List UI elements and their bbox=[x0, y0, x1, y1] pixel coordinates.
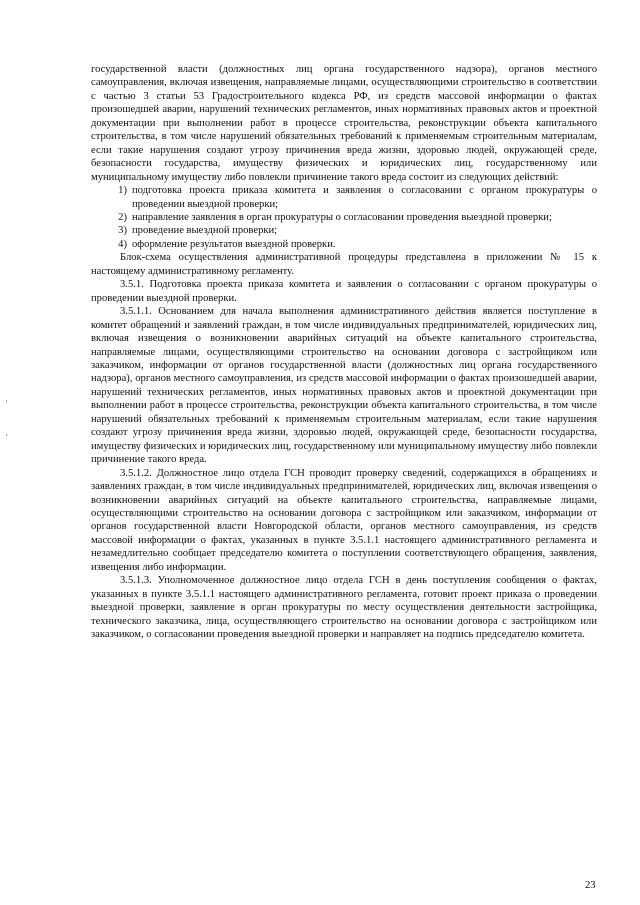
scan-mark bbox=[6, 400, 7, 402]
paragraph-block-scheme: Блок-схема осуществления административной процедуры представлена в приложении № 15 к настоящему административному регламенту. bbox=[91, 252, 597, 277]
paragraph-3-5-1: 3.5.1. Подготовка проекта приказа комитета и заявления о согласовании с органом прокуратуры о проведении выездной проверки. bbox=[91, 279, 597, 304]
paragraph-3-5-1-3: 3.5.1.3. Уполномоченное должностное лицо отдела ГСН в день поступления сообщения о фактах, указанных в пункте 3.5.1.1 настоящего административного регламента, готовит проект приказа о проведении выездной проверки, заявление в орган прокуратуры по месту осуществления деятельности застройщика, технического заказчика, лица, осуществляющего строительство на основании договора с застройщиком или заказчиком, о согласовании проведения выездной проверки и направляет на подпись председателю комитета. bbox=[91, 575, 597, 641]
list-item bbox=[103, 184, 597, 211]
list-item bbox=[103, 211, 597, 224]
list-number: 4) bbox=[118, 238, 127, 250]
document-body bbox=[91, 63, 597, 641]
list-item bbox=[103, 238, 597, 251]
list-item bbox=[103, 224, 597, 237]
paragraph-3-5-1-1: 3.5.1.1. Основанием для начала выполнения административного действия является поступление в комитет обращений и заявлений граждан, в том числе индивидуальных предпринимателей, юридических лиц, включая извещения о возникновении аварийных ситуаций на объекте капитального строительства, направляемые лицами, осуществляющими строительство на основании договора с застройщиком или заказчиком, информации от органов государственной власти (должностных лиц органа государственного надзора), органов местного самоуправления, из средств массовой информации о фактах произошедшей аварии, нарушений технических регламентов, иных нормативных правовых актов и проектной документации при выполнении работ в процессе строительства, реконструкции объекта капитального строительства, в том числе нарушений обязательных требований к применяемым строительным материалам, если такие нарушения создают угрозу причинения вреда жизни, здоровью людей, окружающей среде, безопасности государства, имуществу физических и юридических лиц, государственному или муниципальному имуществу либо повлекли причинение такого вреда. bbox=[91, 306, 597, 466]
list-number: 1) bbox=[118, 185, 127, 197]
page-number: 23 bbox=[585, 880, 596, 891]
paragraph-intro: государственной власти (должностных лиц органа государственного надзора), органов местного самоуправления, включая извещения, направляемые лицами, осуществляющими строительство в соответствии с частью 3 статьи 53 Градостроительного кодекса РФ, из средств массовой информации о фактах произошедшей аварии, нарушений технических регламентов, иных нормативных правовых актов и проектной документации при выполнении работ в процессе строительства, реконструкции объекта капитального строительства, в том числе нарушений обязательных требований к применяемым строительным материалам, если такие нарушения создают угрозу причинения вреда жизни, здоровью людей, окружающей среде, безопасности государства, имуществу физических и юридических лиц, государственному или муниципальному имуществу либо повлекли причинение такого вреда состоит из следующих действий: bbox=[91, 64, 597, 183]
paragraph-3-5-1-2: 3.5.1.2. Должностное лицо отдела ГСН проводит проверку сведений, содержащихся в обращениях и заявлениях граждан, в том числе индивидуальных предпринимателей, юридических лиц, включая извещения о возникновении аварийных ситуаций на объекте капитального строительства, направляемые лицами, осуществляющими строительство на основании договора с застройщиком или заказчиком, информации от органов государственной власти Новгородской области, органов местного самоуправления, из средств массовой информации о фактах, указанных в пункте 3.5.1.1 настоящего административного регламента и незамедлительно сообщает председателю комитета о поступлении соответствующего обращения, заявления, извещения либо информации. bbox=[91, 467, 597, 573]
list-text: проведение выездной проверки; bbox=[132, 225, 278, 237]
list-number: 2) bbox=[118, 211, 127, 223]
list-text: подготовка проекта приказа комитета и заявления о согласовании с органом прокуратуры о проведении выездной проверки; bbox=[132, 185, 597, 210]
list-text: оформление результатов выездной проверки. bbox=[132, 238, 336, 250]
scan-mark bbox=[6, 434, 7, 436]
list-text: направление заявления в орган прокуратуры о согласовании проведения выездной проверки; bbox=[132, 211, 552, 223]
list-number: 3) bbox=[118, 225, 127, 237]
action-list bbox=[91, 184, 597, 251]
